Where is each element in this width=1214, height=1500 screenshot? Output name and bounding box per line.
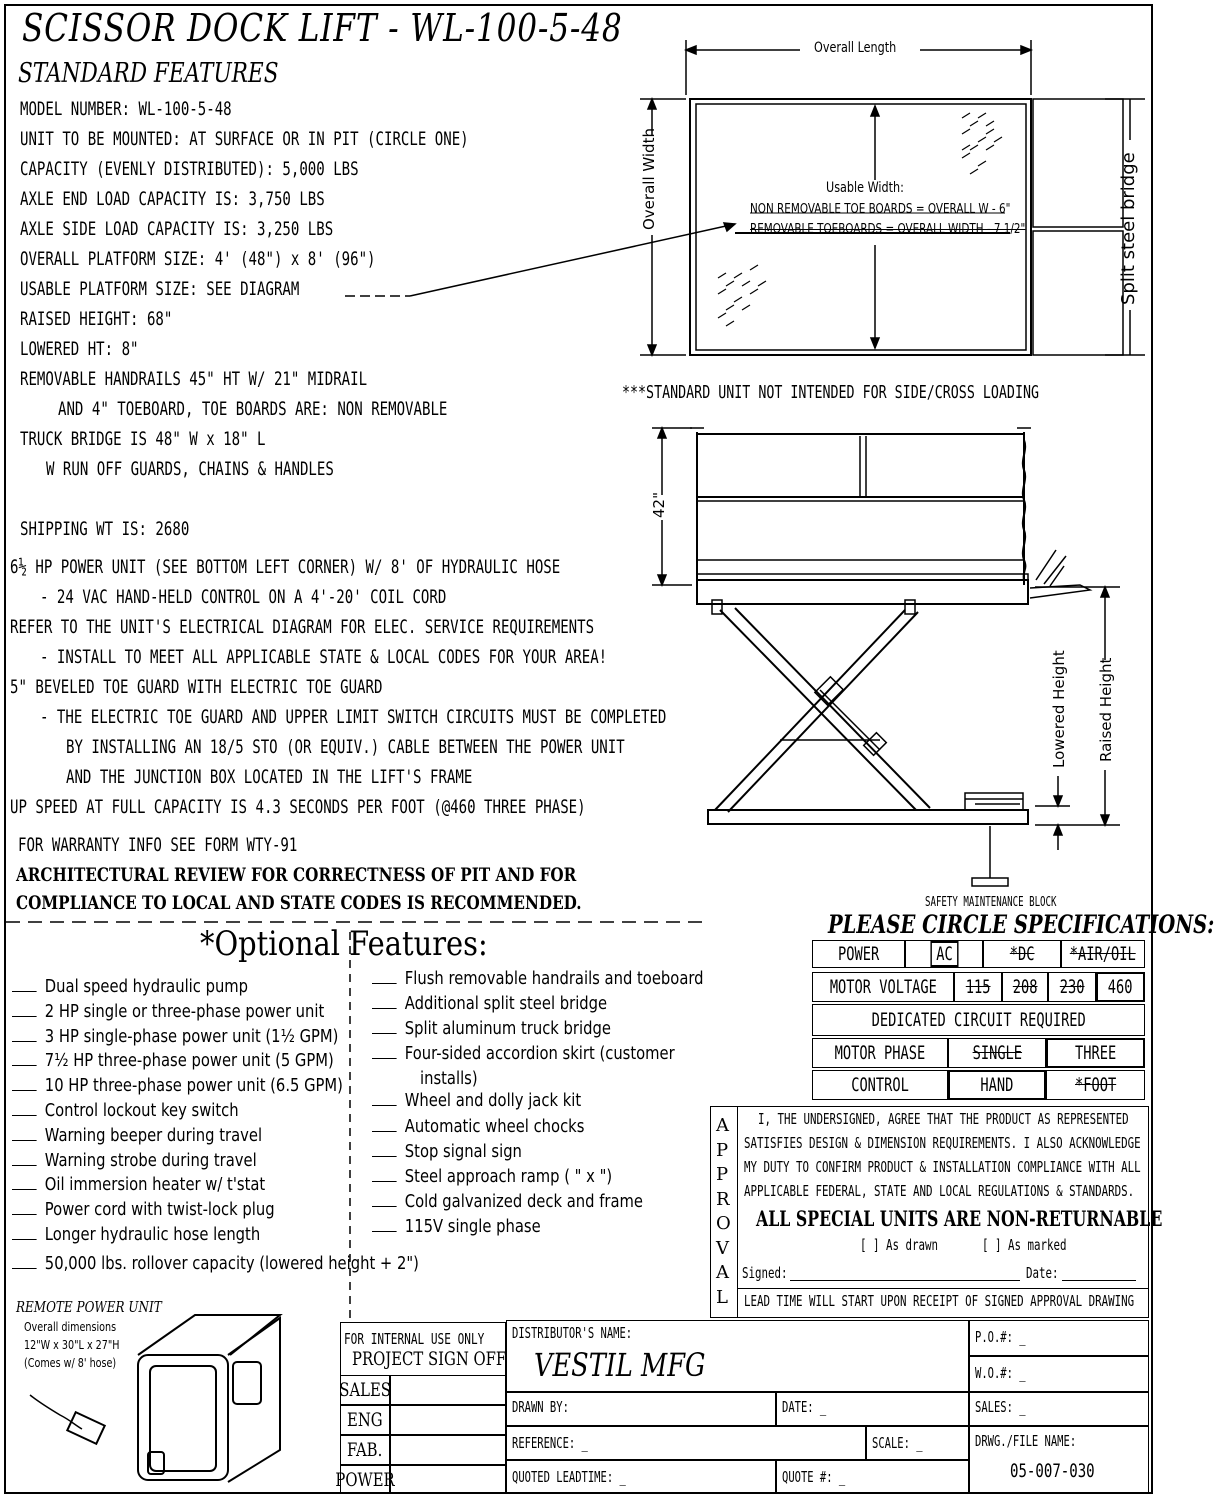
option-3hp-unit[interactable] xyxy=(12,1026,338,1047)
option-warning-beeper[interactable] xyxy=(12,1125,262,1146)
option-checkbox[interactable] xyxy=(12,1214,37,1215)
option-additional-bridge[interactable] xyxy=(372,993,607,1014)
option-wheel-chocks[interactable] xyxy=(372,1116,584,1137)
option-approach-ramp[interactable] xyxy=(372,1166,612,1187)
as-drawn-checkbox[interactable]: [ ] As drawn xyxy=(860,1236,939,1254)
option-label: Longer hydraulic hose length xyxy=(44,1224,261,1245)
option-checkbox[interactable] xyxy=(372,1181,397,1182)
option-label: Oil immersion heater w/ t'stat xyxy=(44,1174,266,1195)
option-checkbox[interactable] xyxy=(372,983,397,984)
feature-cable: BY INSTALLING AN 18/5 STO (OR EQUIV.) CABLE BETWEEN THE POWER UNIT xyxy=(66,736,625,758)
option-label: Control lockout key switch xyxy=(44,1100,239,1121)
safety-block-label: SAFETY MAINTENANCE BLOCK xyxy=(925,895,1057,910)
approval-text-4: APPLICABLE FEDERAL, STATE AND LOCAL REGULATIONS & STANDARDS. xyxy=(744,1182,1135,1200)
feature-run-off-guards: W RUN OFF GUARDS, CHAINS & HANDLES xyxy=(46,458,334,480)
overall-length-label: Overall Length xyxy=(814,40,897,56)
approval-text-2: SATISFIES DESIGN & DIMENSION REQUIREMENTS. I ALSO ACKNOWLEDGE xyxy=(744,1134,1141,1152)
option-stop-sign[interactable] xyxy=(372,1141,522,1162)
voltage-460-option[interactable]: 460 xyxy=(1096,972,1145,1002)
feature-toeboard: AND 4" TOEBOARD, TOE BOARDS ARE: NON REMOVABLE xyxy=(58,398,448,420)
feature-shipping-weight: SHIPPING WT IS: 2680 xyxy=(20,518,190,540)
approval-text-3: MY DUTY TO CONFIRM PRODUCT & INSTALLATION COMPLIANCE WITH ALL xyxy=(744,1158,1141,1176)
remote-unit-heading: REMOTE POWER UNIT xyxy=(16,1298,162,1316)
signed-label: Signed: xyxy=(742,1264,788,1282)
option-115v[interactable] xyxy=(372,1216,541,1237)
option-label: 2 HP single or three-phase power unit xyxy=(44,1001,325,1022)
option-checkbox[interactable] xyxy=(372,1131,397,1132)
option-accordion-skirt-cont: installs) xyxy=(420,1068,478,1089)
control-hand-option[interactable]: HAND xyxy=(948,1070,1046,1100)
option-dual-speed-pump[interactable] xyxy=(12,976,248,997)
feature-truck-bridge: TRUCK BRIDGE IS 48" W x 18" L xyxy=(20,428,266,450)
feature-handrails: REMOVABLE HANDRAILS 45" HT W/ 21" MIDRAIL xyxy=(20,368,368,390)
option-aluminum-bridge[interactable] xyxy=(372,1018,611,1039)
reference-label: REFERENCE: _ xyxy=(512,1434,588,1452)
option-galvanized[interactable] xyxy=(372,1191,643,1212)
option-10hp-unit[interactable] xyxy=(12,1075,343,1096)
feature-raised-height: RAISED HEIGHT: 68" xyxy=(20,308,173,330)
feature-toe-guard-circuit: - THE ELECTRIC TOE GUARD AND UPPER LIMIT SWITCH CIRCUITS MUST BE COMPLETED xyxy=(40,706,667,728)
option-label: Four-sided accordion skirt (customer xyxy=(404,1043,675,1064)
option-checkbox[interactable] xyxy=(12,1239,37,1240)
po-label: P.O.#: _ xyxy=(975,1328,1026,1346)
side-loading-warning: ***STANDARD UNIT NOT INTENDED FOR SIDE/CROSS LOADING xyxy=(622,382,1040,403)
option-2hp-unit[interactable] xyxy=(12,1001,324,1022)
control-label: CONTROL xyxy=(812,1070,948,1100)
architectural-note-line-2: COMPLIANCE TO LOCAL AND STATE CODES IS RECOMMENDED. xyxy=(16,892,582,914)
option-checkbox[interactable] xyxy=(12,1140,37,1141)
drawing-title: SCISSOR DOCK LIFT - WL-100-5-48 xyxy=(22,6,623,50)
option-checkbox[interactable] xyxy=(372,1156,397,1157)
sign-off-sales-label: SALES xyxy=(340,1375,390,1405)
overall-width-label: Overall Width xyxy=(640,128,658,230)
sign-off-fab-field[interactable] xyxy=(390,1435,506,1465)
option-label: Warning beeper during travel xyxy=(44,1125,263,1146)
option-warning-strobe[interactable] xyxy=(12,1150,257,1171)
phase-single-option[interactable]: SINGLE xyxy=(948,1038,1046,1068)
option-checkbox[interactable] xyxy=(372,1105,397,1106)
option-dolly-jack[interactable] xyxy=(372,1090,581,1111)
option-label: 3 HP single-phase power unit (1½ GPM) xyxy=(44,1026,339,1047)
option-rollover-capacity[interactable] xyxy=(12,1253,419,1274)
option-lockout-switch[interactable] xyxy=(12,1100,239,1121)
approval-text-1: I, THE UNDERSIGNED, AGREE THAT THE PRODUCT AS REPRESENTED xyxy=(758,1110,1129,1128)
architectural-note-line-1: ARCHITECTURAL REVIEW FOR CORRECTNESS OF PIT AND FOR xyxy=(16,864,577,886)
as-marked-checkbox[interactable]: [ ] As marked xyxy=(982,1236,1067,1254)
option-label: Warning strobe during travel xyxy=(44,1150,257,1171)
remote-unit-dims-3: (Comes w/ 8' hose) xyxy=(24,1356,117,1370)
option-checkbox[interactable] xyxy=(12,1090,37,1091)
feature-hand-control: - 24 VAC HAND-HELD CONTROL ON A 4'-20' COIL CORD xyxy=(40,586,447,608)
option-checkbox[interactable] xyxy=(12,1041,37,1042)
option-longer-hose[interactable] xyxy=(12,1224,260,1245)
feature-model-number: MODEL NUMBER: WL-100-5-48 xyxy=(20,98,232,120)
option-checkbox[interactable] xyxy=(12,1115,37,1116)
usable-width-label: Usable Width: xyxy=(826,180,904,196)
split-bridge-label: Split steel bridge xyxy=(1118,152,1139,305)
motor-phase-label: MOTOR PHASE xyxy=(812,1038,948,1068)
option-checkbox[interactable] xyxy=(12,1189,37,1190)
option-label: Split aluminum truck bridge xyxy=(404,1018,611,1039)
option-label: 115V single phase xyxy=(404,1216,541,1237)
option-label: Power cord with twist-lock plug xyxy=(44,1199,275,1220)
tb-date-label: DATE: _ xyxy=(782,1398,827,1416)
dedicated-circuit-note: DEDICATED CIRCUIT REQUIRED xyxy=(812,1004,1145,1036)
feature-axle-side: AXLE SIDE LOAD CAPACITY IS: 3,250 LBS xyxy=(20,218,334,240)
feature-power-unit: 6½ HP POWER UNIT (SEE BOTTOM LEFT CORNER) W/ 8' OF HYDRAULIC HOSE xyxy=(10,556,561,578)
scale-label: SCALE: _ xyxy=(872,1434,923,1452)
non-removable-toeboards-formula: NON REMOVABLE TOE BOARDS = OVERALL W - 6" xyxy=(750,202,1011,217)
option-checkbox[interactable] xyxy=(12,991,37,992)
feature-usable-size: USABLE PLATFORM SIZE: SEE DIAGRAM xyxy=(20,278,300,300)
option-checkbox[interactable] xyxy=(12,1065,37,1066)
feature-up-speed: UP SPEED AT FULL CAPACITY IS 4.3 SECONDS PER FOOT (@460 THREE PHASE) xyxy=(10,796,586,818)
option-checkbox[interactable] xyxy=(12,1016,37,1017)
file-name-value: 05-007-030 xyxy=(1010,1460,1095,1482)
feature-electrical-ref: REFER TO THE UNIT'S ELECTRICAL DIAGRAM FOR ELEC. SERVICE REQUIREMENTS xyxy=(10,616,595,638)
option-label: Flush removable handrails and toeboard xyxy=(404,968,704,989)
approval-date-field[interactable] xyxy=(1062,1280,1136,1281)
option-label: Cold galvanized deck and frame xyxy=(404,1191,643,1212)
approval-divider xyxy=(738,1288,1149,1289)
file-name-label: DRWG./FILE NAME: xyxy=(975,1432,1077,1450)
option-7hp-unit[interactable] xyxy=(12,1050,334,1071)
option-label: Dual speed hydraulic pump xyxy=(44,976,249,997)
distributor-label: DISTRIBUTOR'S NAME: xyxy=(512,1324,633,1342)
option-oil-heater[interactable] xyxy=(12,1174,265,1195)
voltage-208-option[interactable]: 208 xyxy=(1002,972,1048,1002)
lowered-height-label: Lowered Height xyxy=(1050,650,1068,768)
optional-features-heading: *Optional Features: xyxy=(200,924,488,964)
option-checkbox[interactable] xyxy=(372,1033,397,1034)
drawn-by-label: DRAWN BY: xyxy=(512,1398,569,1416)
internal-use-label: FOR INTERNAL USE ONLY xyxy=(344,1330,485,1348)
signature-field[interactable] xyxy=(790,1280,1020,1281)
power-ac-option[interactable]: AC xyxy=(905,940,983,968)
feature-lowered-height: LOWERED HT: 8" xyxy=(20,338,139,360)
sign-off-power-label: POWER xyxy=(340,1465,390,1494)
quoted-leadtime-label: QUOTED LEADTIME: _ xyxy=(512,1468,626,1486)
feature-axle-end: AXLE END LOAD CAPACITY IS: 3,750 LBS xyxy=(20,188,325,210)
option-label: 10 HP three-phase power unit (6.5 GPM) xyxy=(44,1075,343,1096)
standard-features-heading: STANDARD FEATURES xyxy=(18,58,279,89)
non-returnable-notice: ALL SPECIAL UNITS ARE NON-RETURNABLE xyxy=(756,1206,1163,1231)
feature-toe-guard: 5" BEVELED TOE GUARD WITH ELECTRIC TOE GUARD xyxy=(10,676,383,698)
option-checkbox[interactable] xyxy=(372,1231,397,1232)
feature-warranty: FOR WARRANTY INFO SEE FORM WTY-91 xyxy=(18,834,298,856)
option-accordion-skirt[interactable] xyxy=(372,1043,675,1064)
lead-time-note: LEAD TIME WILL START UPON RECEIPT OF SIGNED APPROVAL DRAWING xyxy=(744,1292,1135,1310)
distributor-name: VESTIL MFG xyxy=(534,1346,706,1384)
option-flush-handrails[interactable] xyxy=(372,968,704,989)
option-checkbox[interactable] xyxy=(12,1165,37,1166)
sign-off-fab-label: FAB. xyxy=(340,1435,390,1465)
project-sign-off-label: PROJECT SIGN OFF xyxy=(352,1348,507,1370)
feature-install-codes: - INSTALL TO MEET ALL APPLICABLE STATE & LOCAL CODES FOR YOUR AREA! xyxy=(40,646,608,668)
sign-off-sales-field[interactable] xyxy=(390,1375,506,1405)
feature-junction-box: AND THE JUNCTION BOX LOCATED IN THE LIFT'S FRAME xyxy=(66,766,473,788)
control-foot-option[interactable]: *FOOT xyxy=(1046,1070,1145,1100)
power-dc-option[interactable]: *DC xyxy=(983,940,1061,968)
quote-number-label: QUOTE #: _ xyxy=(782,1468,846,1486)
option-label: 7½ HP three-phase power unit (5 GPM) xyxy=(44,1050,334,1071)
wo-label: W.O.#: _ xyxy=(975,1364,1026,1382)
phase-three-option[interactable]: THREE xyxy=(1046,1038,1145,1068)
option-label: Wheel and dolly jack kit xyxy=(404,1090,582,1111)
specifications-heading: PLEASE CIRCLE SPECIFICATIONS: xyxy=(828,910,1214,939)
sign-off-eng-label: ENG xyxy=(340,1405,390,1435)
removable-toeboards-formula: REMOVABLE TOEBOARDS = OVERALL WIDTH - 7 1/2" xyxy=(750,222,1026,237)
option-label: Automatic wheel chocks xyxy=(404,1116,585,1137)
feature-platform-size: OVERALL PLATFORM SIZE: 4' (48") x 8' (96") xyxy=(20,248,376,270)
raised-height-label: Raised Height xyxy=(1097,657,1115,762)
option-checkbox[interactable] xyxy=(372,1008,397,1009)
sign-off-power-field[interactable] xyxy=(390,1465,506,1494)
option-label: Stop signal sign xyxy=(404,1141,522,1162)
option-checkbox[interactable] xyxy=(372,1206,397,1207)
remote-unit-dims-1: Overall dimensions xyxy=(24,1320,117,1334)
remote-unit-dims-2: 12"W x 30"L x 27"H xyxy=(24,1338,120,1352)
approval-vertical-label: APPROVAL xyxy=(716,1115,731,1308)
feature-mounting: UNIT TO BE MOUNTED: AT SURFACE OR IN PIT (CIRCLE ONE) xyxy=(20,128,469,150)
rail-height-label: 42" xyxy=(650,492,668,518)
motor-voltage-label: MOTOR VOLTAGE xyxy=(812,972,954,1002)
voltage-115-option[interactable]: 115 xyxy=(954,972,1002,1002)
option-twist-lock-cord[interactable] xyxy=(12,1199,275,1220)
power-label: POWER xyxy=(812,940,905,968)
option-label: Steel approach ramp ( " x ") xyxy=(404,1166,613,1187)
voltage-230-option[interactable]: 230 xyxy=(1048,972,1096,1002)
feature-capacity: CAPACITY (EVENLY DISTRIBUTED): 5,000 LBS xyxy=(20,158,359,180)
sign-off-eng-field[interactable] xyxy=(390,1405,506,1435)
option-checkbox[interactable] xyxy=(372,1058,397,1059)
option-label: 50,000 lbs. rollover capacity (lowered height + 2") xyxy=(44,1253,419,1274)
tb-sales-label: SALES: _ xyxy=(975,1398,1026,1416)
date-label: Date: xyxy=(1026,1264,1059,1282)
power-air-oil-option[interactable]: *AIR/OIL xyxy=(1061,940,1145,968)
option-label: Additional split steel bridge xyxy=(404,993,608,1014)
option-checkbox[interactable] xyxy=(12,1268,37,1269)
